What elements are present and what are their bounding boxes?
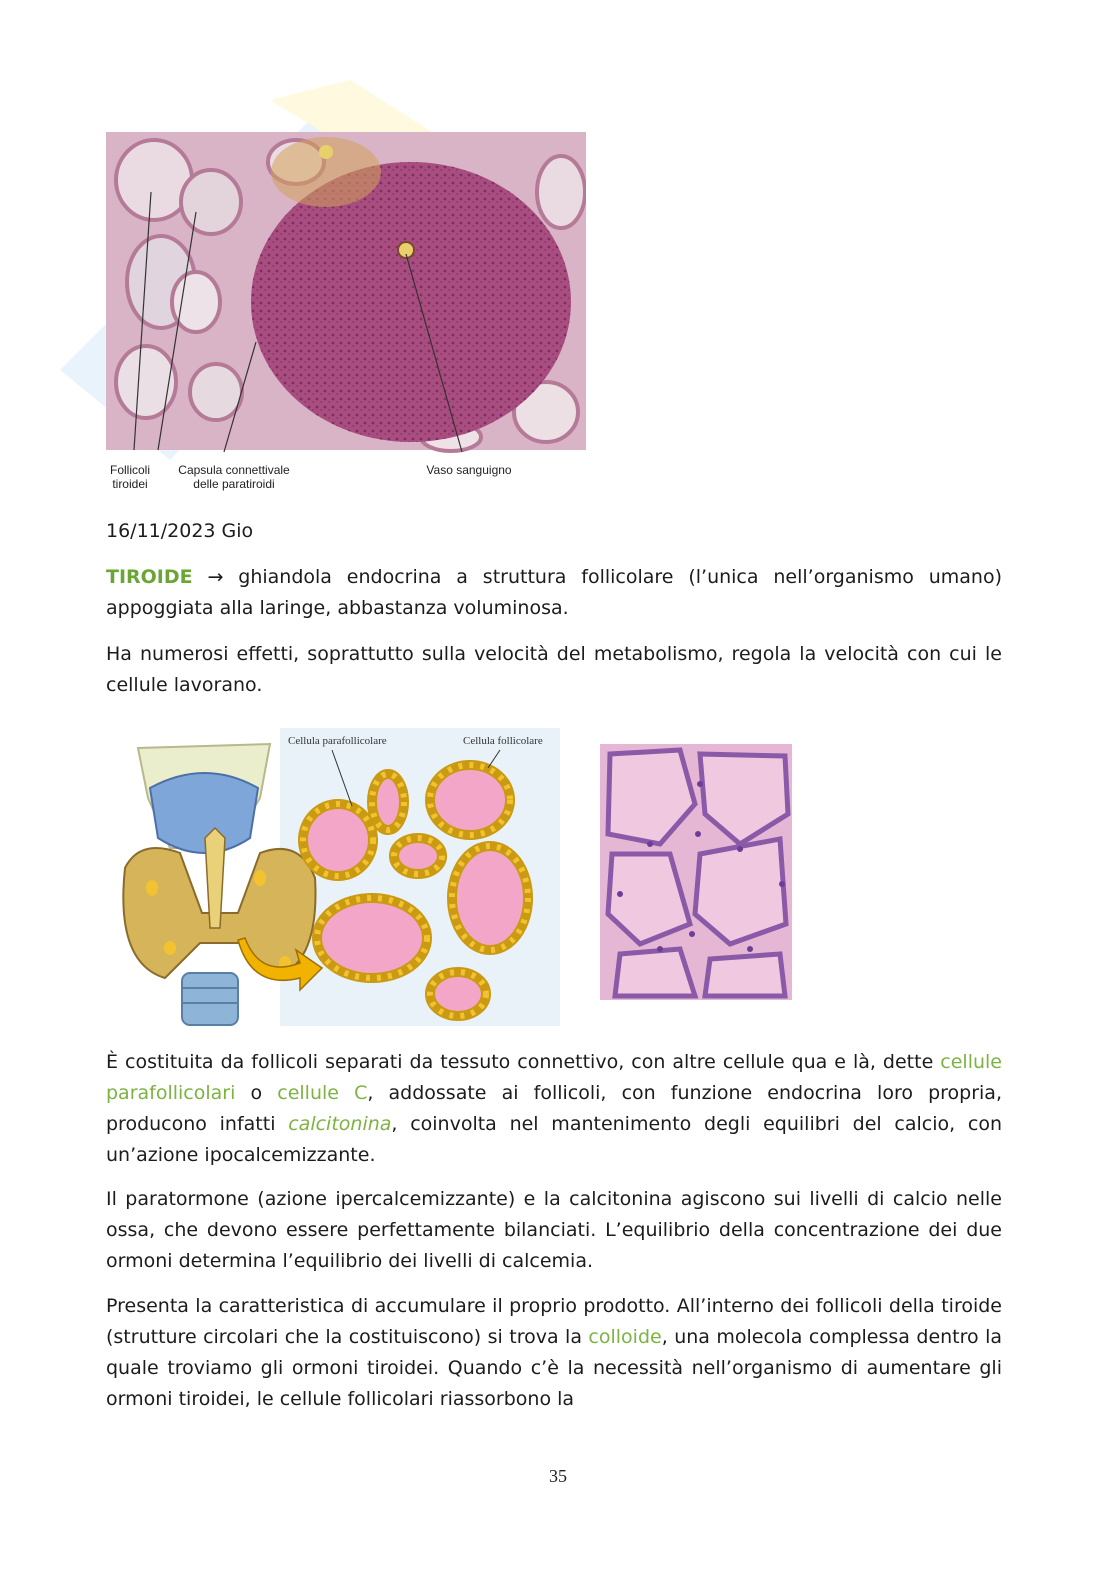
date-line: 16/11/2023 Gio: [106, 520, 254, 542]
page-number: 35: [549, 1466, 567, 1486]
term-cellule-parafollicolari: cellule parafollicolari: [106, 1051, 1002, 1104]
thyroid-follicles-illustration: [110, 728, 560, 1026]
histology-parathyroid-image: [106, 132, 586, 492]
term-cellule-c: cellule C: [277, 1082, 368, 1104]
paragraph-effetti: Ha numerosi effetti, soprattutto sulla velocità del metabolismo, regola la velocità con cui le cellule lavorano.: [106, 643, 1002, 696]
label-follicoli-tiroidei: Follicoli tiroidei: [109, 463, 150, 491]
label-cellula-follicolare: Cellula follicolare: [463, 735, 543, 747]
term-calcitonina: calcitonina: [288, 1113, 392, 1135]
paragraph-composizione: È costituita da follicoli separati da tessuto connettivo, con altre cellule qua e là, dette cellule parafollicolari o cellule C, addossate ai follicoli, con funzione endocrina loro propria, producono infatti calcitonina, coinvolta nel mantenimento degli equilibri del calcio, con un’azione ipocalcemizzante.: [106, 1051, 1002, 1166]
label-cellula-parafollicolare: Cellula parafollicolare: [288, 735, 387, 747]
paragraph-colloide: Presenta la caratteristica di accumulare il proprio prodotto. All’interno dei follicoli della tiroide (strutture circolari che la costituiscono) si trova la colloide, una molecola complessa dentro la quale troviamo gli ormoni tiroidei. Quando c’è la necessità nell’organismo di aumentare gli ormoni tiroidei, le cellule follicolari riassorbono la: [106, 1295, 1002, 1410]
thyroid-micrograph-image: [600, 744, 792, 1000]
paragraph-tiroide-definition: TIROIDE → ghiandola endocrina a struttura follicolare (l’unica nell’organismo umano) appoggiata alla laringe, abbastanza voluminosa.: [106, 566, 1002, 619]
term-colloide: colloide: [588, 1326, 662, 1348]
term-tiroide: TIROIDE: [106, 566, 193, 588]
paragraph-paratormone: Il paratormone (azione ipercalcemizzante) e la calcitonina agiscono sui livelli di calcio nelle ossa, che devono essere perfettamente bilanciati. L’equilibrio della concentrazione dei due ormoni determina l’equilibrio dei livelli di calcemia.: [106, 1188, 1002, 1272]
label-vaso-sanguigno: Vaso sanguigno: [426, 463, 512, 477]
label-capsula-connettivale: Capsula connettivale delle paratiroidi: [178, 463, 290, 491]
arrow-glyph: →: [207, 566, 224, 588]
